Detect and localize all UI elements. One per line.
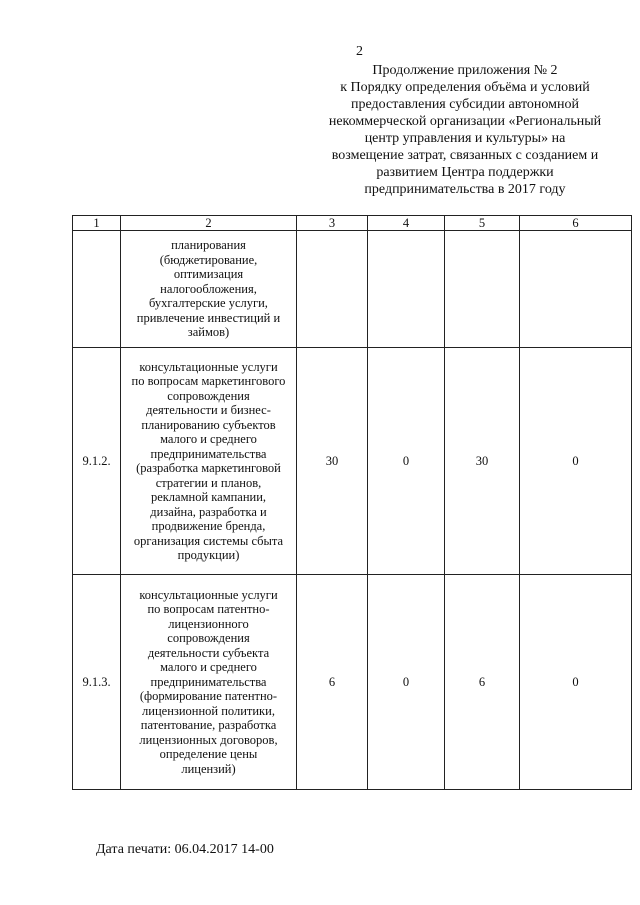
- cell-value: 0: [368, 348, 445, 575]
- desc-line: рекламной кампании,: [150, 490, 267, 504]
- column-header: 3: [297, 216, 368, 231]
- table-row: [73, 348, 632, 575]
- desc-line: малого и среднего: [160, 432, 257, 446]
- desc-line: продвижение бренда,: [151, 519, 266, 533]
- print-date: Дата печати: 06.04.2017 14-00: [96, 842, 274, 857]
- desc-line: консультационные услуги: [139, 359, 278, 374]
- desc-line: стратегии и планов,: [155, 475, 262, 490]
- desc-line: (бюджетирование,: [159, 252, 258, 267]
- desc-line: лицензионных договоров,: [139, 732, 278, 747]
- appendix-heading: [300, 62, 630, 198]
- desc-line: патентование, разработка: [140, 718, 277, 733]
- column-header: 6: [520, 216, 632, 231]
- row-description: [121, 575, 297, 790]
- desc-line: деятельности и бизнес-: [146, 403, 271, 417]
- desc-line: планированию субъектов: [141, 417, 276, 432]
- desc-line: сопровождения: [167, 631, 250, 646]
- heading-line: предпринимательства в 2017 году: [364, 182, 566, 197]
- row-number: [73, 231, 121, 348]
- cell-value: 0: [520, 348, 632, 575]
- desc-line: лицензионного: [168, 616, 249, 631]
- column-header: 5: [445, 216, 520, 231]
- desc-line: лицензионной политики,: [142, 703, 275, 718]
- desc-line: налогообложения,: [160, 281, 257, 296]
- desc-line: (формирование патентно-: [139, 689, 278, 704]
- heading-line: возмещение затрат, связанных с созданием и: [331, 148, 599, 163]
- heading-line: центр управления и культуры» на: [364, 131, 566, 146]
- heading-line: к Порядку определения объёма и условий: [340, 80, 590, 95]
- desc-line: продукции): [177, 548, 240, 562]
- desc-line: предпринимательства: [150, 674, 267, 689]
- row-description: [121, 348, 297, 575]
- heading-line: Продолжение приложения № 2: [372, 63, 558, 78]
- row-number: 9.1.2.: [73, 348, 121, 575]
- table-row: [73, 231, 632, 348]
- desc-line: по вопросам патентно-: [147, 602, 270, 617]
- desc-line: планирования: [171, 238, 246, 253]
- heading-line: некоммерческой организации «Региональный: [328, 114, 602, 129]
- page-number: 2: [356, 44, 363, 59]
- cell-value: 6: [297, 575, 368, 790]
- column-header: 1: [73, 216, 121, 231]
- row-number: 9.1.3.: [73, 575, 121, 790]
- heading-line: развитием Центра поддержки: [376, 165, 554, 180]
- desc-line: бухгалтерские услуги,: [149, 296, 268, 311]
- desc-line: оптимизация: [173, 267, 244, 282]
- cell-value: [445, 231, 520, 348]
- column-header: 4: [368, 216, 445, 231]
- subsidy-table: [72, 215, 632, 790]
- cell-value: 30: [297, 348, 368, 575]
- table-row: [73, 575, 632, 790]
- cell-value: 6: [445, 575, 520, 790]
- desc-line: по вопросам маркетингового: [131, 374, 286, 388]
- column-header: 2: [121, 216, 297, 231]
- desc-line: (разработка маркетинговой: [136, 461, 281, 475]
- cell-value: 0: [520, 575, 632, 790]
- desc-line: предпринимательства: [150, 446, 267, 461]
- cell-value: [520, 231, 632, 348]
- heading-line: предоставления субсидии автономной: [350, 97, 580, 112]
- desc-line: организация системы сбыта: [133, 533, 284, 548]
- table-header-row: [73, 216, 632, 231]
- cell-value: [297, 231, 368, 348]
- desc-line: привлечение инвестиций и: [136, 310, 281, 325]
- desc-line: сопровождения: [167, 388, 250, 403]
- cell-value: 0: [368, 575, 445, 790]
- cell-value: [368, 231, 445, 348]
- desc-line: малого и среднего: [160, 660, 257, 675]
- row-description: [121, 231, 297, 348]
- cell-value: 30: [445, 348, 520, 575]
- desc-line: определение цены: [159, 747, 258, 762]
- desc-line: деятельности субъекта: [147, 645, 270, 660]
- desc-line: консультационные услуги: [139, 587, 278, 602]
- desc-line: дизайна, разработка и: [150, 504, 267, 519]
- desc-line: лицензий): [181, 761, 236, 776]
- desc-line: займов): [187, 325, 230, 340]
